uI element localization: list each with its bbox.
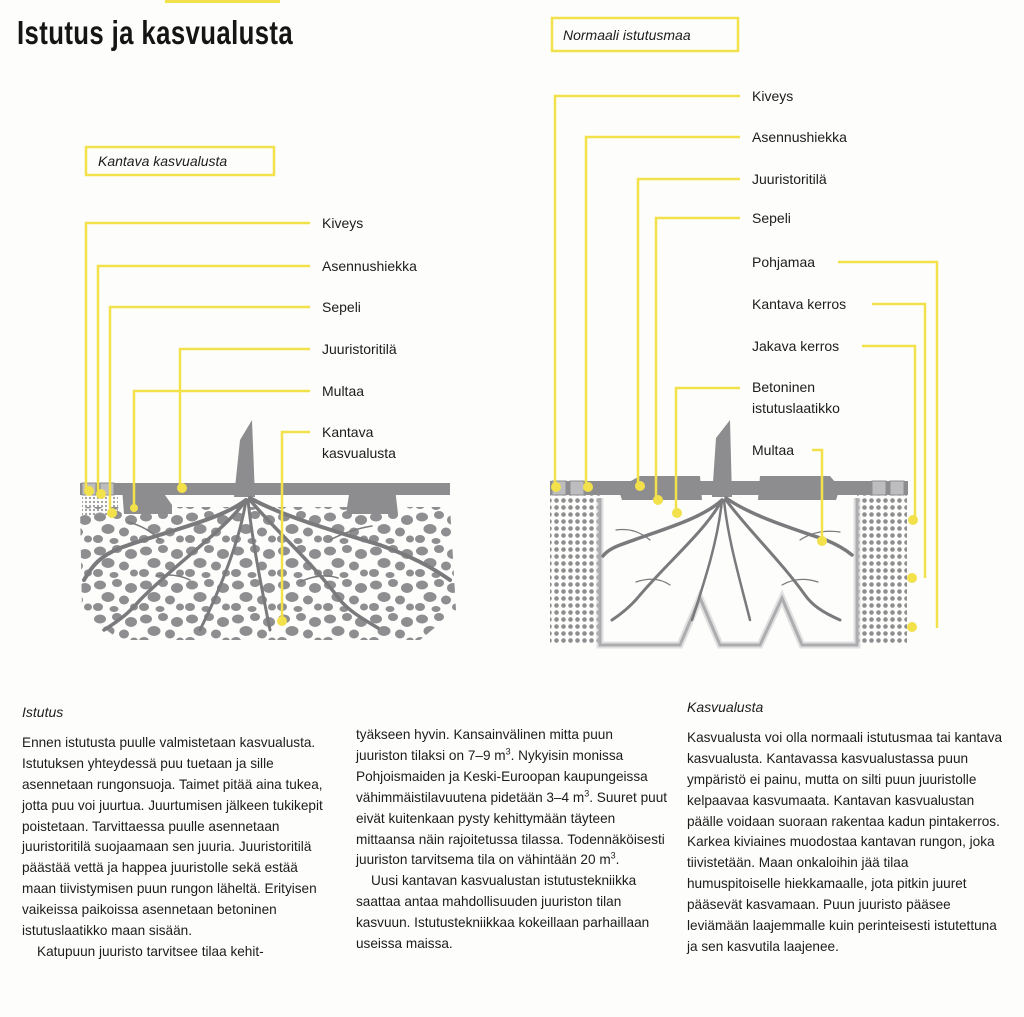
col2-paragraph-1 xyxy=(356,725,668,871)
text-column-1 xyxy=(22,702,334,963)
right-label-pohjamaa: Pohjamaa xyxy=(752,254,816,270)
left-root-grate-2 xyxy=(346,488,398,514)
right-trunk xyxy=(712,420,732,497)
col2-p1-part-d: . xyxy=(615,852,620,868)
col2-superscript-c: 3 xyxy=(610,850,616,861)
col1-paragraph-1: Ennen istutusta puulle valmistetaan kasvualusta. Istutuksen yhteydessä puu tuetaan ja sille asennetaan rungonsuoja. Taimet pitää aina tukea, jotta puu voi juurtua. Juurtumisen jälkeen tukikepit poistetaan. Tarvittaessa puulle asennetaan juuristoritilä suojaamaan sen juuria. Juuristoritilä päästää vettä ja happea juuristolle sekä estää maan tiivistymisen puun rungon läheltä. Erityisen vaikeissa paikoissa asennetaan betoninen istutuslaatikko maan sisään. xyxy=(22,734,323,939)
right-concrete-planter xyxy=(600,498,857,645)
right-pavement-stone-3 xyxy=(872,481,886,495)
page-title: Istutus ja kasvualusta xyxy=(17,14,294,51)
right-label-istutuslaatikko: istutuslaatikko xyxy=(752,400,840,416)
right-label-kantava-kerros: Kantava kerros xyxy=(752,296,847,312)
col1-paragraph-2: Katupuun juuristo tarvitsee tilaa kehit- xyxy=(37,943,264,959)
left-label-asennushiekka: Asennushiekka xyxy=(322,258,417,274)
left-label-kiveys: Kiveys xyxy=(322,215,364,231)
col2-p1-part-a: tyäkseen hyvin. Kansainvälinen mitta puun juuriston tilaksi on 7–9 m xyxy=(356,727,613,763)
col2-superscript-a: 3 xyxy=(505,746,511,757)
right-label-jakava-kerros: Jakava kerros xyxy=(752,338,840,354)
col2-superscript-b: 3 xyxy=(584,788,590,799)
right-label-juuristoritila: Juuristoritilä xyxy=(752,171,827,187)
left-trunk xyxy=(234,420,255,497)
right-diagram xyxy=(550,18,937,645)
right-label-betoninen: Betoninen xyxy=(752,379,816,395)
left-label-kantava: Kantava xyxy=(322,424,374,440)
right-dotted-soil-left xyxy=(550,495,600,645)
right-dotted-soil-right xyxy=(857,495,907,645)
col2-p1-part-b: . Nykyisin monissa Pohjoismaiden ja Keski-Euroopan kaupungeissa vähimmäistilavuutena pidetään 3–4 m xyxy=(356,747,648,805)
section-heading-istutus: Istutus xyxy=(22,704,64,720)
text-column-2 xyxy=(356,725,668,955)
right-pavement-stone-4 xyxy=(890,481,904,495)
col2-paragraph-2: Uusi kantavan kasvualustan istutustekniikka saattaa antaa mahdollisuuden juuriston tilan kasvuun. Istutustekniikkaa kokeillaan parhaillaan useissa maissa. xyxy=(356,873,650,952)
left-label-juuristoritila: Juuristoritilä xyxy=(322,341,397,357)
left-label-kasvualusta: kasvualusta xyxy=(322,445,396,461)
right-label-asennushiekka: Asennushiekka xyxy=(752,129,847,145)
left-label-sepeli: Sepeli xyxy=(322,299,361,315)
right-root-grate-2 xyxy=(758,476,840,500)
right-box-label: Normaali istutusmaa xyxy=(563,27,691,43)
col3-paragraph-1: Kasvualusta voi olla normaali istutusmaa tai kantava kasvualusta. Kantavassa kasvualustassa puun ympäristö ei painu, mutta on silti puun juuristolle kelpaavaa kasvumaata. Kantavan kasvualustan päälle voidaan suoraan rakentaa kadun pintakerros. Karkea kiviaines muodostaa kantavan rungon, joka tiivistetään. Maan onkaloihin jää tilaa humuspitoiselle hiekkamaalle, jota pitkin juuret pääsevät kasvamaan. Puun juuristo pääsee leviämään laajemmalle kuin perinteisesti istutettuna ja sen kasvutila laajenee. xyxy=(687,729,1003,954)
text-column-3 xyxy=(687,697,1005,958)
left-box-label: Kantava kasvualusta xyxy=(98,153,228,169)
right-pavement-stone-2 xyxy=(570,481,584,495)
right-label-sepeli: Sepeli xyxy=(752,210,791,226)
section-heading-kasvualusta: Kasvualusta xyxy=(687,699,764,715)
left-label-multaa: Multaa xyxy=(322,383,365,399)
right-label-multaa: Multaa xyxy=(752,442,795,458)
col2-p1-part-c: . Suuret puut eivät kuitenkaan pysty kehittymään täyteen mittaansa näin rajoitetussa tilassa. Todennäköisesti juuriston tarvitsema tila on vähintään 20 m xyxy=(356,789,668,868)
left-diagram xyxy=(80,147,456,640)
right-label-kiveys: Kiveys xyxy=(752,88,794,104)
